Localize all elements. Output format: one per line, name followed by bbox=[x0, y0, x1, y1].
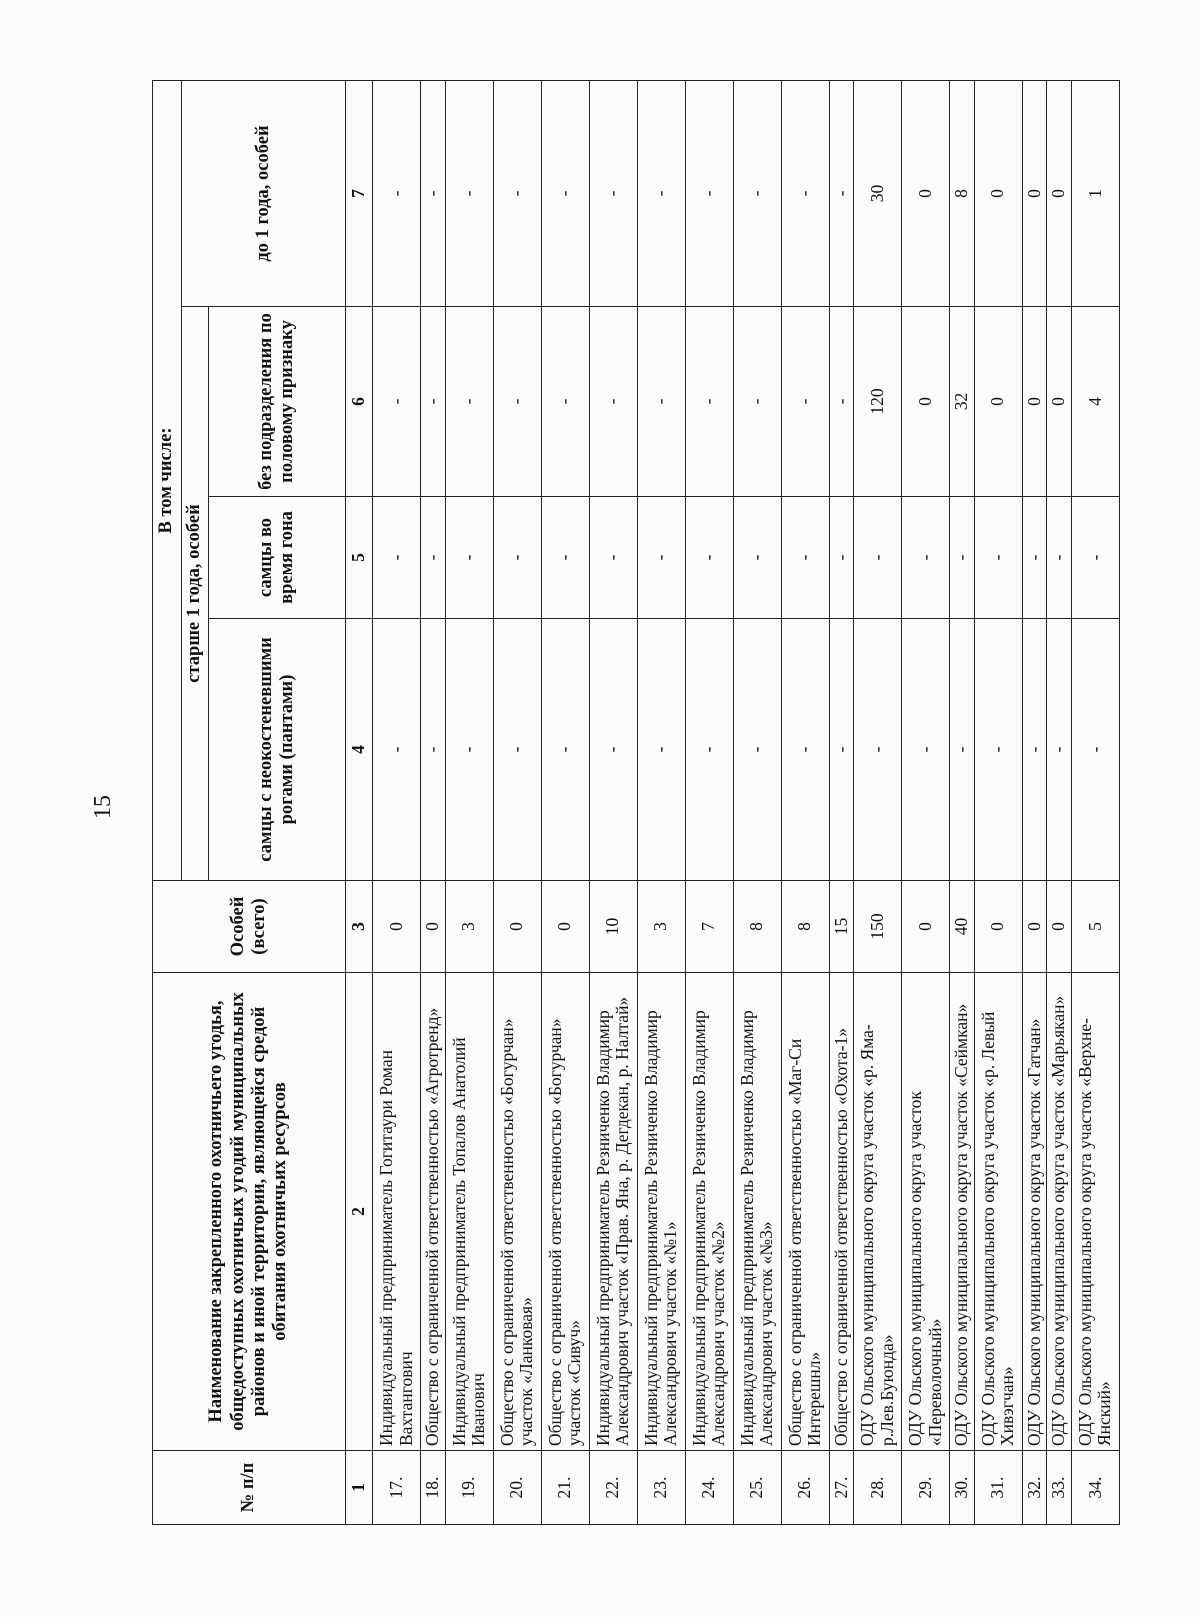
row-name: Общество с ограниченной ответственностью «Богурчан» участок «Ланковая» bbox=[493, 973, 541, 1451]
row-males-rut: - bbox=[1071, 497, 1119, 619]
row-no-sex-division: - bbox=[685, 307, 733, 497]
table-row bbox=[1047, 81, 1072, 1525]
table-row bbox=[781, 81, 829, 1525]
row-total: 0 bbox=[373, 881, 421, 973]
row-no-sex-division: 120 bbox=[854, 307, 902, 497]
row-name: Индивидуальный предприниматель Резниченко Владимир Александрович участок «№2» bbox=[685, 973, 733, 1451]
row-under-1-year: - bbox=[781, 81, 829, 307]
row-number: 25. bbox=[733, 1451, 781, 1525]
row-under-1-year: 0 bbox=[974, 81, 1022, 307]
row-total: 150 bbox=[854, 881, 902, 973]
row-number: 33. bbox=[1047, 1451, 1072, 1525]
header-males-antlers: самцы с неокостеневшими рогами (пантами) bbox=[209, 619, 346, 881]
row-males-rut: - bbox=[854, 497, 902, 619]
row-total: 7 bbox=[685, 881, 733, 973]
header-older-than-1-year: старше 1 года, особей bbox=[182, 307, 209, 881]
row-total: 0 bbox=[421, 881, 446, 973]
row-males-antlers: - bbox=[493, 619, 541, 881]
row-under-1-year: 0 bbox=[902, 81, 950, 307]
table-row bbox=[421, 81, 446, 1525]
row-no-sex-division: - bbox=[829, 307, 854, 497]
row-under-1-year: - bbox=[589, 81, 637, 307]
row-number: 24. bbox=[685, 1451, 733, 1525]
row-males-antlers: - bbox=[781, 619, 829, 881]
row-males-rut: - bbox=[373, 497, 421, 619]
row-males-rut: - bbox=[974, 497, 1022, 619]
row-males-antlers: - bbox=[829, 619, 854, 881]
row-under-1-year: - bbox=[445, 81, 493, 307]
hunting-grounds-table bbox=[152, 80, 1120, 1525]
row-number: 31. bbox=[974, 1451, 1022, 1525]
row-under-1-year: 0 bbox=[1022, 81, 1047, 307]
column-number: 7 bbox=[346, 81, 373, 307]
row-under-1-year: 8 bbox=[950, 81, 975, 307]
row-males-antlers: - bbox=[974, 619, 1022, 881]
row-name: Общество с ограниченной ответственностью «Маг-Си Интерешнл» bbox=[781, 973, 829, 1451]
row-name: Индивидуальный предприниматель Топалов Анатолий Иванович bbox=[445, 973, 493, 1451]
row-no-sex-division: 4 bbox=[1071, 307, 1119, 497]
table-row bbox=[829, 81, 854, 1525]
row-number: 21. bbox=[541, 1451, 589, 1525]
row-name: ОДУ Ольского муниципального округа участок «р. Левый Хивэгчан» bbox=[974, 973, 1022, 1451]
row-males-antlers: - bbox=[1022, 619, 1047, 881]
row-number: 22. bbox=[589, 1451, 637, 1525]
row-males-rut: - bbox=[685, 497, 733, 619]
row-no-sex-division: 0 bbox=[1022, 307, 1047, 497]
row-name: ОДУ Ольского муниципального округа участок «Марьякан» bbox=[1047, 973, 1072, 1451]
row-no-sex-division: - bbox=[493, 307, 541, 497]
row-no-sex-division: - bbox=[733, 307, 781, 497]
row-males-antlers: - bbox=[1047, 619, 1072, 881]
row-males-rut: - bbox=[950, 497, 975, 619]
row-males-antlers: - bbox=[421, 619, 446, 881]
row-total: 15 bbox=[829, 881, 854, 973]
column-numbers-row bbox=[346, 81, 373, 1525]
header-total: Особей (всего) bbox=[153, 881, 346, 973]
row-number: 19. bbox=[445, 1451, 493, 1525]
row-males-rut: - bbox=[902, 497, 950, 619]
row-under-1-year: - bbox=[541, 81, 589, 307]
table-row bbox=[950, 81, 975, 1525]
row-males-rut: - bbox=[493, 497, 541, 619]
row-total: 0 bbox=[902, 881, 950, 973]
row-no-sex-division: 0 bbox=[902, 307, 950, 497]
row-name: Индивидуальный предприниматель Резниченко Владимир Александрович участок «№3» bbox=[733, 973, 781, 1451]
row-under-1-year: 30 bbox=[854, 81, 902, 307]
row-number: 34. bbox=[1071, 1451, 1119, 1525]
row-males-antlers: - bbox=[445, 619, 493, 881]
row-males-antlers: - bbox=[589, 619, 637, 881]
header-males-rut: самцы во время гона bbox=[209, 497, 346, 619]
row-under-1-year: - bbox=[493, 81, 541, 307]
row-no-sex-division: 0 bbox=[974, 307, 1022, 497]
row-males-rut: - bbox=[541, 497, 589, 619]
row-males-antlers: - bbox=[1071, 619, 1119, 881]
row-total: 0 bbox=[541, 881, 589, 973]
row-males-antlers: - bbox=[685, 619, 733, 881]
header-number: № п/п bbox=[153, 1451, 346, 1525]
row-name: ОДУ Ольского муниципального округа участок «Сеймкан» bbox=[950, 973, 975, 1451]
row-name: ОДУ Ольского муниципального округа участок «Гатчан» bbox=[1022, 973, 1047, 1451]
row-under-1-year: - bbox=[373, 81, 421, 307]
row-no-sex-division: 32 bbox=[950, 307, 975, 497]
row-name: Индивидуальный предприниматель Гогитаури Роман Вахтангович bbox=[373, 973, 421, 1451]
row-no-sex-division: - bbox=[781, 307, 829, 497]
row-no-sex-division: 0 bbox=[1047, 307, 1072, 497]
row-males-rut: - bbox=[829, 497, 854, 619]
table-row bbox=[1022, 81, 1047, 1525]
row-under-1-year: - bbox=[685, 81, 733, 307]
row-number: 18. bbox=[421, 1451, 446, 1525]
row-under-1-year: 1 bbox=[1071, 81, 1119, 307]
row-number: 32. bbox=[1022, 1451, 1047, 1525]
row-name: Общество с ограниченной ответственностью «Агротренд» bbox=[421, 973, 446, 1451]
table-row bbox=[493, 81, 541, 1525]
row-males-rut: - bbox=[1047, 497, 1072, 619]
header-under-1-year: до 1 года, особей bbox=[182, 81, 346, 307]
table-row bbox=[445, 81, 493, 1525]
row-number: 20. bbox=[493, 1451, 541, 1525]
row-name: ОДУ Ольского муниципального округа участок «Переволочный» bbox=[902, 973, 950, 1451]
table-row bbox=[685, 81, 733, 1525]
row-under-1-year: - bbox=[733, 81, 781, 307]
row-number: 17. bbox=[373, 1451, 421, 1525]
row-number: 23. bbox=[637, 1451, 685, 1525]
row-males-rut: - bbox=[589, 497, 637, 619]
table-row bbox=[1071, 81, 1119, 1525]
column-number: 2 bbox=[346, 973, 373, 1451]
table-row bbox=[637, 81, 685, 1525]
page-number: 15 bbox=[90, 795, 116, 819]
row-males-rut: - bbox=[781, 497, 829, 619]
row-under-1-year: - bbox=[421, 81, 446, 307]
row-males-antlers: - bbox=[733, 619, 781, 881]
row-under-1-year: 0 bbox=[1047, 81, 1072, 307]
row-no-sex-division: - bbox=[589, 307, 637, 497]
row-males-antlers: - bbox=[950, 619, 975, 881]
column-number: 5 bbox=[346, 497, 373, 619]
row-total: 3 bbox=[445, 881, 493, 973]
column-number: 3 bbox=[346, 881, 373, 973]
table-row bbox=[902, 81, 950, 1525]
row-name: Индивидуальный предприниматель Резниченко Владимир Александрович участок «№1» bbox=[637, 973, 685, 1451]
row-males-antlers: - bbox=[854, 619, 902, 881]
row-males-antlers: - bbox=[637, 619, 685, 881]
row-no-sex-division: - bbox=[373, 307, 421, 497]
row-males-rut: - bbox=[421, 497, 446, 619]
row-name: Общество с ограниченной ответственностью «Охота-1» bbox=[829, 973, 854, 1451]
table-row bbox=[589, 81, 637, 1525]
row-number: 28. bbox=[854, 1451, 902, 1525]
row-no-sex-division: - bbox=[445, 307, 493, 497]
row-males-rut: - bbox=[1022, 497, 1047, 619]
table-row bbox=[733, 81, 781, 1525]
row-total: 40 bbox=[950, 881, 975, 973]
row-males-rut: - bbox=[733, 497, 781, 619]
row-no-sex-division: - bbox=[421, 307, 446, 497]
row-total: 0 bbox=[1047, 881, 1072, 973]
row-name: ОДУ Ольского муниципального округа участок «Верхне-Янский» bbox=[1071, 973, 1119, 1451]
row-under-1-year: - bbox=[829, 81, 854, 307]
row-total: 0 bbox=[1022, 881, 1047, 973]
row-name: Общество с ограниченной ответственностью «Богурчан» участок «Сивуч» bbox=[541, 973, 589, 1451]
row-number: 29. bbox=[902, 1451, 950, 1525]
row-total: 5 bbox=[1071, 881, 1119, 973]
row-total: 8 bbox=[781, 881, 829, 973]
row-no-sex-division: - bbox=[541, 307, 589, 497]
row-total: 8 bbox=[733, 881, 781, 973]
row-total: 0 bbox=[974, 881, 1022, 973]
column-number: 1 bbox=[346, 1451, 373, 1525]
row-total: 10 bbox=[589, 881, 637, 973]
row-males-antlers: - bbox=[373, 619, 421, 881]
header-including: В том числе: bbox=[153, 81, 182, 881]
row-males-antlers: - bbox=[902, 619, 950, 881]
header-name: Наименование закрепленного охотничьего угодья, общедоступных охотничьих угодий муниципальных районов и иной территории, являющейся средой обитания охотничьих ресурсов bbox=[153, 973, 346, 1451]
row-number: 26. bbox=[781, 1451, 829, 1525]
row-total: 3 bbox=[637, 881, 685, 973]
row-total: 0 bbox=[493, 881, 541, 973]
table-row bbox=[541, 81, 589, 1525]
row-males-rut: - bbox=[637, 497, 685, 619]
header-no-sex-division: без подразделения по половому признаку bbox=[209, 307, 346, 497]
table-row bbox=[373, 81, 421, 1525]
column-number: 6 bbox=[346, 307, 373, 497]
row-under-1-year: - bbox=[637, 81, 685, 307]
row-name: ОДУ Ольского муниципального округа участок «р. Яма-р.Лев.Буюнда» bbox=[854, 973, 902, 1451]
row-no-sex-division: - bbox=[637, 307, 685, 497]
column-number: 4 bbox=[346, 619, 373, 881]
row-number: 27. bbox=[829, 1451, 854, 1525]
row-name: Индивидуальный предприниматель Резниченко Владимир Александрович участок «Прав. Яна, р. Дегдекан, р. Налтай» bbox=[589, 973, 637, 1451]
row-males-antlers: - bbox=[541, 619, 589, 881]
table-row bbox=[854, 81, 902, 1525]
row-number: 30. bbox=[950, 1451, 975, 1525]
table-row bbox=[974, 81, 1022, 1525]
row-males-rut: - bbox=[445, 497, 493, 619]
